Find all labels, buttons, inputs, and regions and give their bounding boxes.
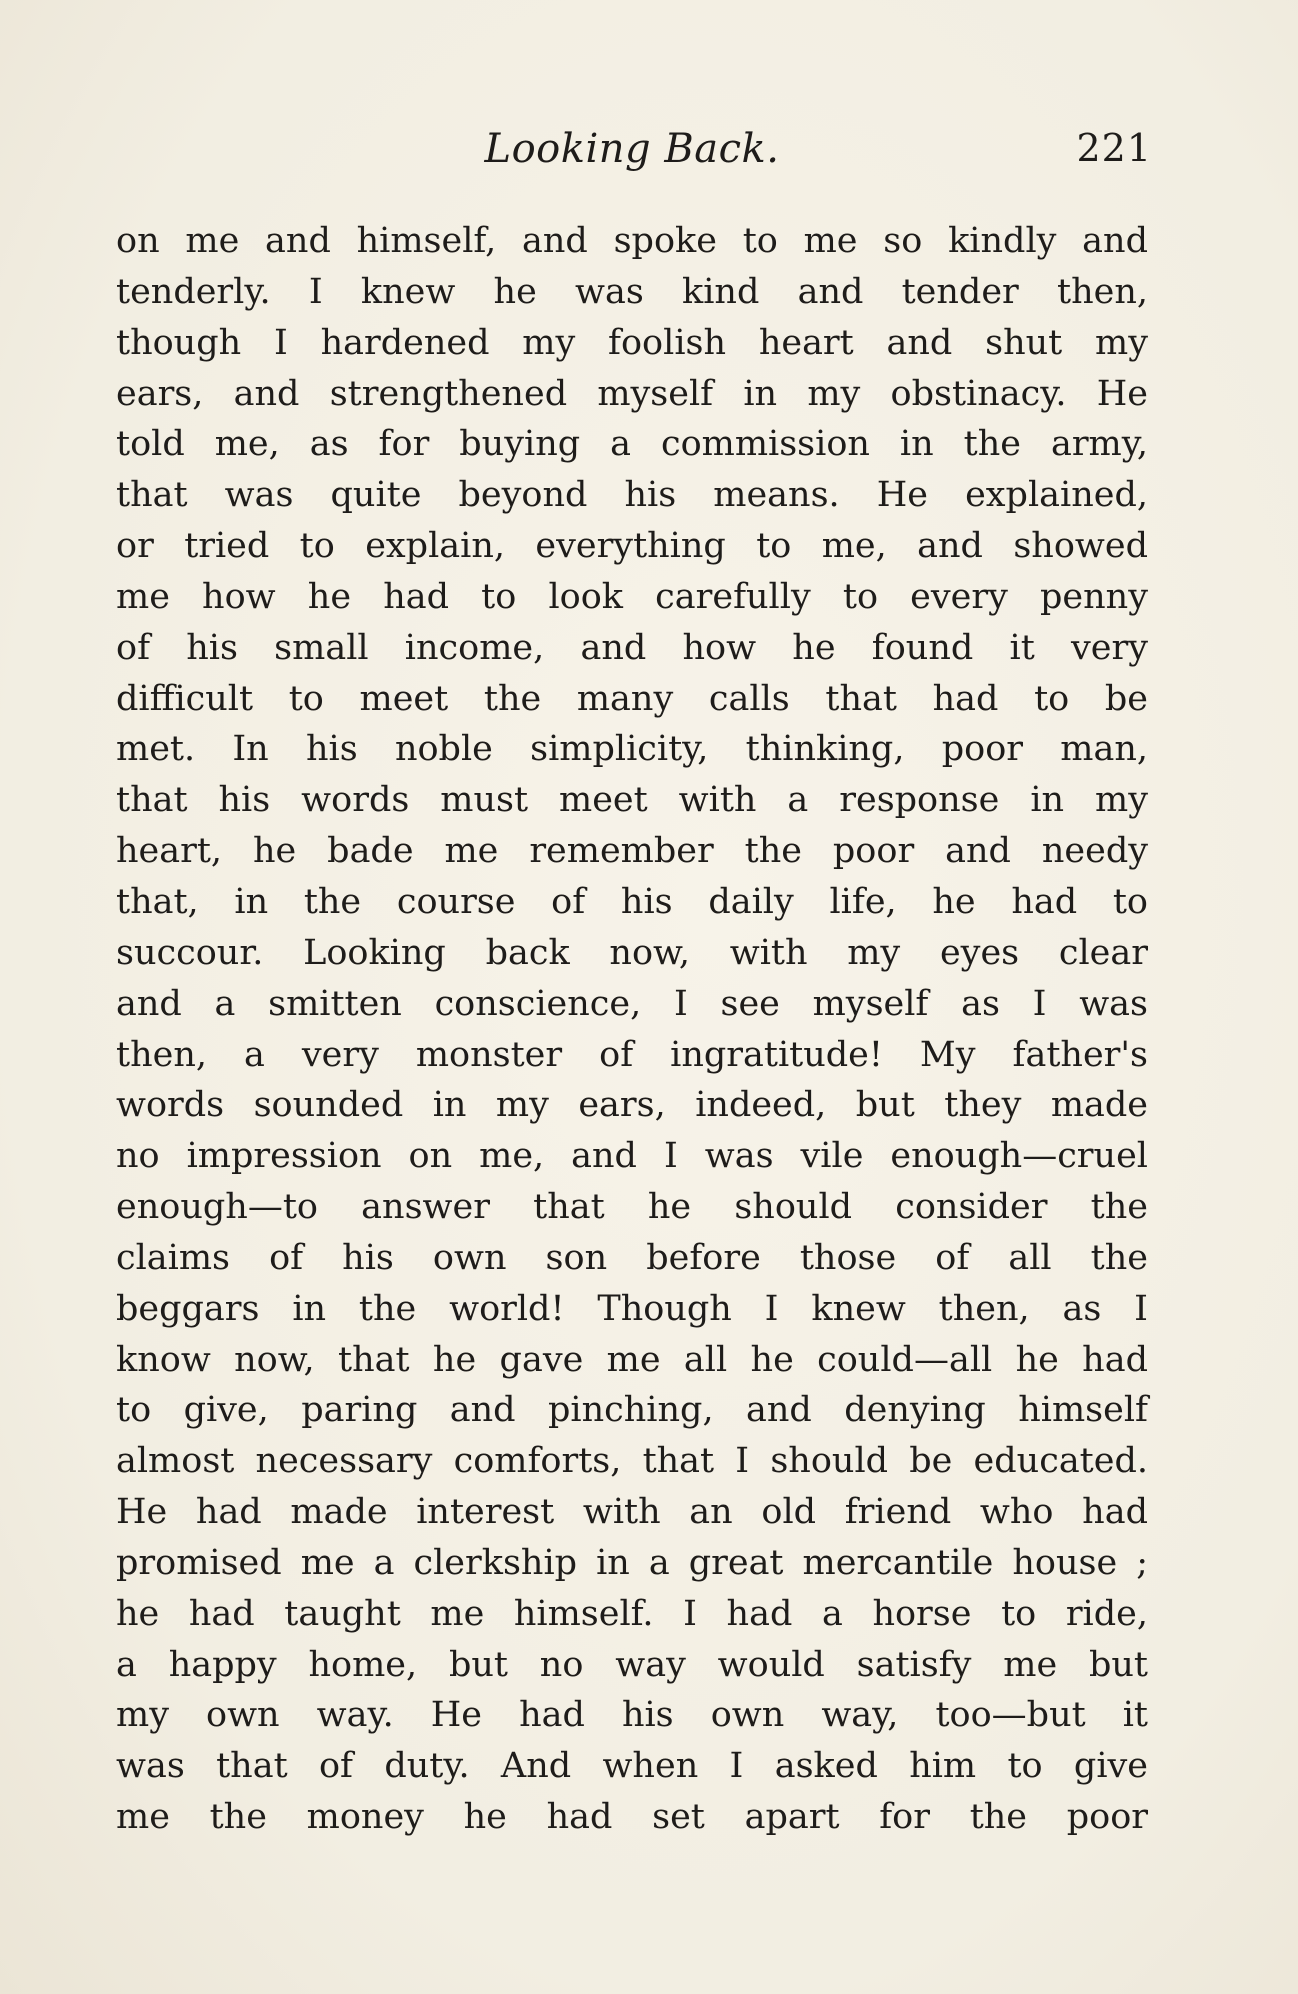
text-line: ears, and strengthened myself in my obstinacy. He bbox=[116, 373, 1148, 414]
text-line: difficult to meet the many calls that had to be bbox=[116, 678, 1148, 719]
text-line: succour. Looking back now, with my eyes clear bbox=[116, 932, 1148, 973]
text-line: of his small income, and how he found it very bbox=[116, 627, 1148, 668]
text-line: and a smitten conscience, I see myself as I was bbox=[116, 983, 1148, 1024]
text-line: He had made interest with an old friend who had bbox=[116, 1492, 1148, 1533]
text-line: met. In his noble simplicity, thinking, poor man, bbox=[116, 729, 1148, 770]
text-line: my own way. He had his own way, too—but it bbox=[116, 1695, 1148, 1736]
text-line: heart, he bade me remember the poor and needy bbox=[116, 831, 1148, 872]
text-line: that was quite beyond his means. He explained, bbox=[116, 475, 1148, 516]
text-line: to give, paring and pinching, and denying himself bbox=[116, 1390, 1148, 1431]
text-line: beggars in the world! Though I knew then, as I bbox=[116, 1288, 1148, 1329]
text-line: that, in the course of his daily life, he had to bbox=[116, 881, 1148, 922]
text-line: almost necessary comforts, that I should be educated. bbox=[116, 1441, 1148, 1482]
text-line: on me and himself, and spoke to me so kindly and bbox=[116, 221, 1148, 261]
text-line: was that of duty. And when I asked him to give bbox=[116, 1746, 1148, 1787]
text-line: that his words must meet with a response in my bbox=[116, 780, 1148, 821]
text-line: or tried to explain, everything to me, and showed bbox=[116, 526, 1148, 567]
text-line: told me, as for buying a commission in the army, bbox=[116, 424, 1148, 465]
page-number: 221 bbox=[1076, 126, 1152, 170]
text-line: though I hardened my foolish heart and shut my bbox=[116, 322, 1148, 363]
text-line: words sounded in my ears, indeed, but they made bbox=[116, 1085, 1148, 1126]
text-line: then, a very monster of ingratitude! My father's bbox=[116, 1034, 1148, 1075]
body-text bbox=[116, 216, 1148, 1843]
text-line: enough—to answer that he should consider the bbox=[116, 1187, 1148, 1228]
text-line: promised me a clerkship in a great mercantile house ; bbox=[116, 1542, 1148, 1583]
text-line: claims of his own son before those of all the bbox=[116, 1237, 1148, 1278]
text-line: know now, that he gave me all he could—all he had bbox=[116, 1339, 1148, 1380]
text-line: no impression on me, and I was vile enough—cruel bbox=[116, 1136, 1148, 1177]
running-title: Looking Back. bbox=[484, 126, 780, 172]
text-line: me how he had to look carefully to every penny bbox=[116, 576, 1148, 617]
text-line: a happy home, but no way would satisfy me but bbox=[116, 1644, 1148, 1685]
text-line: me the money he had set apart for the poor bbox=[116, 1797, 1148, 1838]
text-line: tenderly. I knew he was kind and tender then, bbox=[116, 271, 1148, 312]
running-head bbox=[112, 126, 1152, 176]
text-line: he had taught me himself. I had a horse to ride, bbox=[116, 1593, 1148, 1634]
